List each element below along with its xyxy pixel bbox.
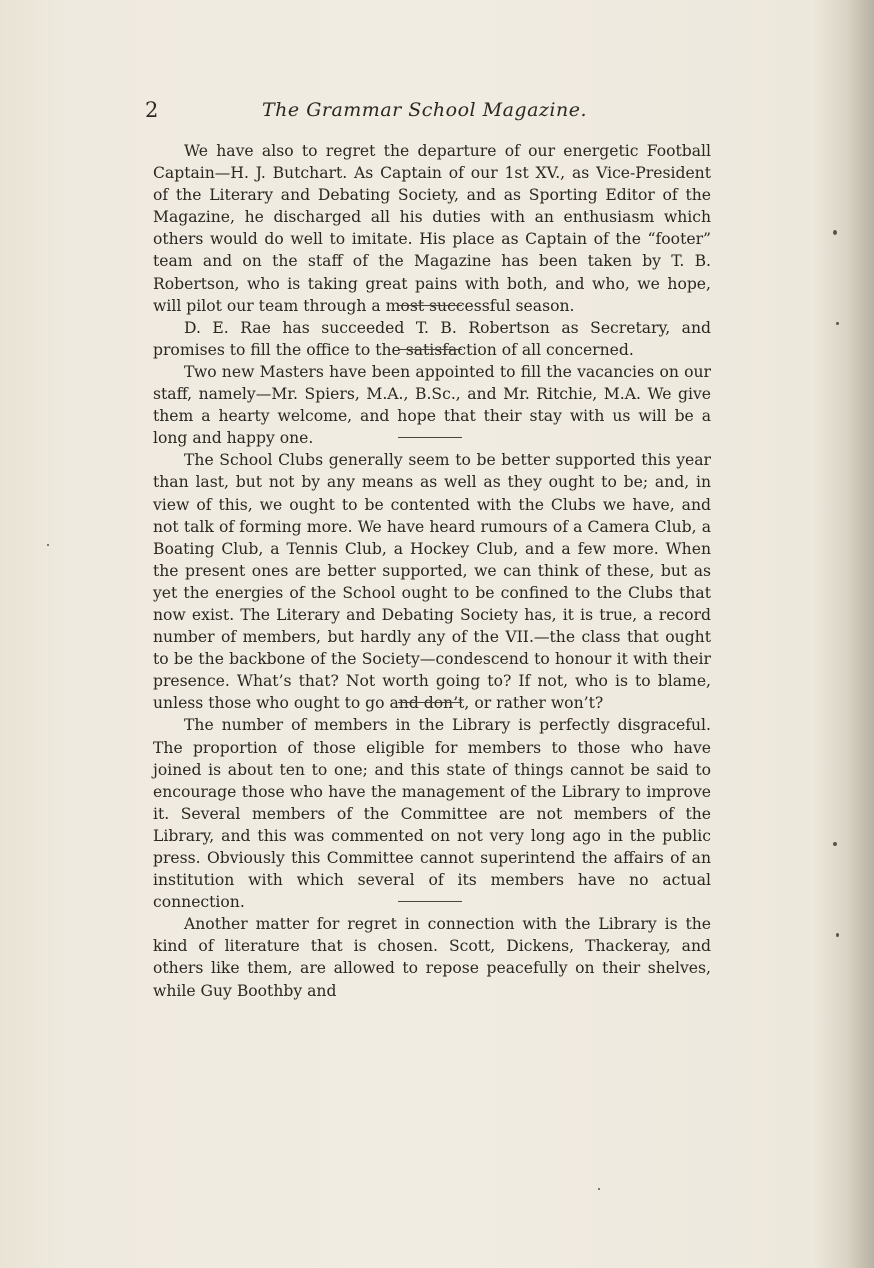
paper-speck xyxy=(833,842,837,846)
paragraph-literature: Another matter for regret in connection with the Library is the kind of literature that is chosen. Scott, Dickens, Thackeray, and others like them, are allowed to repose peacefully on their shelves, while Guy Boothby and xyxy=(153,915,711,1000)
paper-speck xyxy=(836,933,839,937)
running-head xyxy=(145,98,715,126)
page-number: 2 xyxy=(145,98,159,122)
paper-speck xyxy=(598,1188,600,1190)
article-body xyxy=(153,140,711,1002)
paper-speck xyxy=(833,230,837,235)
paragraph-secretary: D. E. Rae has succeeded T. B. Robertson as Secretary, and promises to fill the office to the satisfaction of all concerned. xyxy=(153,318,711,359)
running-title: The Grammar School Magazine. xyxy=(262,99,588,121)
paragraph-captain: We have also to regret the departure of our energetic Football Captain—H. J. Butchart. As Captain of our 1st XV., as Vice-President of the Literary and Debating Society, and as Sporting Editor of the Magazine, he discharged all his duties with an enthusiasm which others would do well to imitate. His place as Captain of the “footer” team and on the staff of the Magazine has been taken by T. B. Robertson, who is taking great pains with both, and who, we hope, will pilot our team through a most successful season. xyxy=(153,142,711,315)
paper-speck xyxy=(47,544,49,546)
paragraph-masters: Two new Masters have been appointed to fill the vacancies on our staff, namely—Mr. Spiers, M.A., B.Sc., and Mr. Ritchie, M.A. We give them a hearty welcome, and hope that their stay with us will be a long and happy one. xyxy=(153,362,711,448)
paper-speck xyxy=(836,322,839,325)
paragraph-library: The number of members in the Library is perfectly disgraceful. The proportion of those eligible for members to those who have joined is about ten to one; and this state of things cannot be said to encourage those who have the management of the Library to improve it. Several members of the Committee are not members of the Library, and this was commented on not very long ago in the public press. Obviously this Committee cannot superintend the affairs of an institution with which several of its members have no actual connection. xyxy=(153,716,711,912)
paragraph-clubs: The School Clubs generally seem to be better supported this year than last, but not by any means as well as they ought to be; and, in view of this, we ought to be contented with the Clubs we have, and not talk of forming more. We have heard rumours of a Camera Club, a Boating Club, a Tennis Club, a Hockey Club, and a few more. When the present ones are better supported, we can think of these, but as yet the energies of the School ought to be confined to the Clubs that now exist. The Literary and Debating Society has, it is true, a record number of members, but hardly any of the VII.—the class that ought to be the backbone of the Society—condescend to honour it with their presence. What’s that? Not worth going to? If not, who is to blame, unless those who ought to go and don’t, or rather won’t? xyxy=(153,451,711,713)
